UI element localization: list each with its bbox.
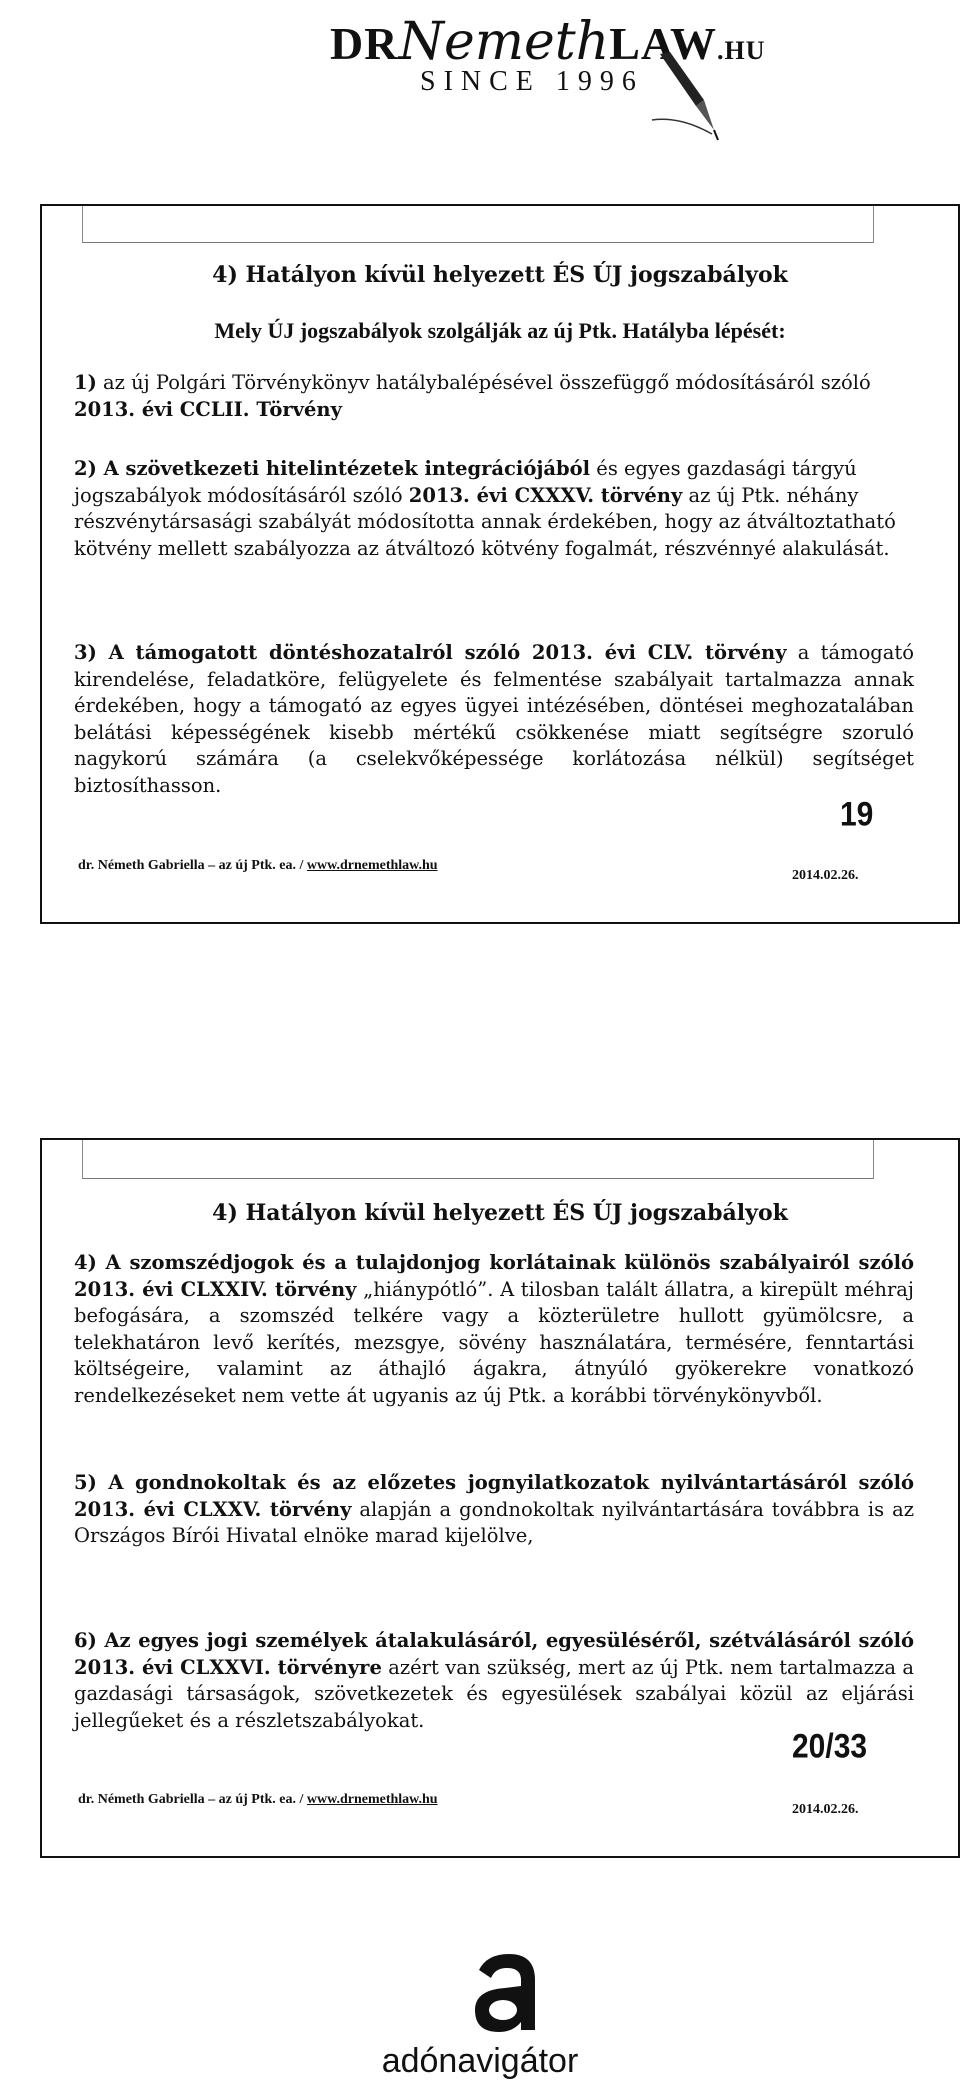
logo-law: LAW <box>609 18 718 69</box>
law-item-2-act: 2013. évi CXXXV. törvény <box>408 483 683 507</box>
slide-footer <box>78 1792 438 1808</box>
footer-website-link[interactable]: www.drnemethlaw.hu <box>306 1792 438 1807</box>
slide-date: 2014.02.26. <box>792 868 859 883</box>
law-item-2-description: az új Ptk. néhány részvénytársasági szabályát módosította annak érdekében, hogy az átváltoztatható kötvény mellett szabályozza az átváltozó kötvény fogalmát, részvénnyé alakulását. <box>74 483 896 560</box>
law-item-5 <box>74 1470 914 1550</box>
footer-website-link[interactable]: www.drnemethlaw.hu <box>306 858 438 873</box>
law-item-5-text: alapján a gondnokoltak nyilvántartására továbbra is az Országos Bírói Hivatal elnöke marad kijelölve, <box>74 1497 915 1547</box>
drnemethlaw-logo <box>320 4 766 144</box>
slide-title: 4) Hatályon kívül helyezett ÉS ÚJ jogszabályok <box>212 1200 788 1226</box>
page-number: 20/33 <box>792 1727 868 1766</box>
law-item-4 <box>74 1250 914 1409</box>
adonavigator-a-logo-icon <box>465 1950 549 2034</box>
law-item-4-text: „hiánypótló”. A tilosban talált állatra, a kirepült méhraj befogására, a szomszéd telkére vagy a közterületre hullott gyümölcsre, a telekhatáron levő kerítés, mezsgye, sövény használatára, termésére, fenntartási költségeire, valamint az áthajló ágakra, átnyúló gyökerekre vonatkozó rendelkezéseket nem vette át ugyanis az új Ptk. a korábbi törvénykönyvből. <box>74 1277 914 1407</box>
law-item-3-heading: 3) A támogatott döntéshozatalról szóló 2013. évi CLV. törvény <box>74 641 787 664</box>
slide-footer <box>78 858 438 874</box>
law-item-3-text: a támogató kirendelése, feladatköre, felügyelete és felmentése szabályait tartalmazza annak érdekében, hogy a támogató az egyes ügyei intézésében, döntései meghozatalában belátási képességének kisebb mértékű csökkenése miatt segítségre szoruló nagykorú számára (a cselekvőképessége korlátozása nélkül) segítséget biztosíthasson. <box>74 641 914 797</box>
brand-name: adónavigátor <box>381 2042 579 2080</box>
slide-header-bar <box>82 1140 874 1179</box>
slide-header-bar <box>82 206 874 243</box>
law-item-2-text: és egyes gazdasági tárgyú jogszabályok módosításáról szóló <box>74 457 857 507</box>
law-item-5-heading: 5) A gondnokoltak és az előzetes jognyilatkozatok nyilvántartásáról szóló 2013. évi CLXXV. törvény <box>74 1471 914 1521</box>
law-item-1-number: 1) <box>74 371 97 394</box>
law-item-6 <box>74 1628 914 1734</box>
slide-title: 4) Hatályon kívül helyezett ÉS ÚJ jogszabályok <box>212 262 788 288</box>
law-item-6-text: azért van szükség, mert az új Ptk. nem tartalmazza a gazdasági társaságok, szövetkezetek és egyesülések szabályai közül az eljárási jellegűeket és a részletszabályokat. <box>74 1655 914 1732</box>
slide-date: 2014.02.26. <box>792 1802 859 1817</box>
adonavigator-brand <box>0 1950 960 2084</box>
law-item-6-heading: 6) Az egyes jogi személyek átalakulásáról, egyesüléséről, szétválásáról szóló 2013. évi CLXXVI. törvényre <box>74 1629 914 1679</box>
law-item-3 <box>74 640 914 799</box>
logo-since: SINCE 1996 <box>420 66 644 97</box>
logo-hu: .HU <box>717 36 766 65</box>
logo-dr: DR <box>330 18 399 69</box>
law-item-1-act: 2013. évi CCLII. Törvény <box>74 397 342 421</box>
slide-19 <box>40 204 960 924</box>
law-item-2-heading: 2) A szövetkezeti hitelintézetek integrációjából <box>74 457 591 480</box>
slide-20 <box>40 1138 960 1858</box>
law-item-4-heading: 4) A szomszédjogok és a tulajdonjog korlátainak különös szabályairól szóló 2013. évi CLXXIV. törvény <box>74 1251 914 1301</box>
law-item-2 <box>74 456 914 562</box>
law-item-1-text: az új Polgári Törvénykönyv hatálybalépésével összefüggő módosításáról szóló <box>96 371 871 394</box>
slide-subtitle: Mely ÚJ jogszabályok szolgálják az új Ptk. Hatályba lépését: <box>214 318 786 343</box>
footer-author: dr. Németh Gabriella – az új Ptk. ea. / <box>78 1792 307 1807</box>
page-number: 19 <box>840 795 874 834</box>
footer-author: dr. Németh Gabriella – az új Ptk. ea. / <box>78 858 307 873</box>
fountain-pen-icon <box>650 50 720 142</box>
law-item-1 <box>74 370 914 423</box>
logo-script-name: Nemeth <box>398 12 610 72</box>
